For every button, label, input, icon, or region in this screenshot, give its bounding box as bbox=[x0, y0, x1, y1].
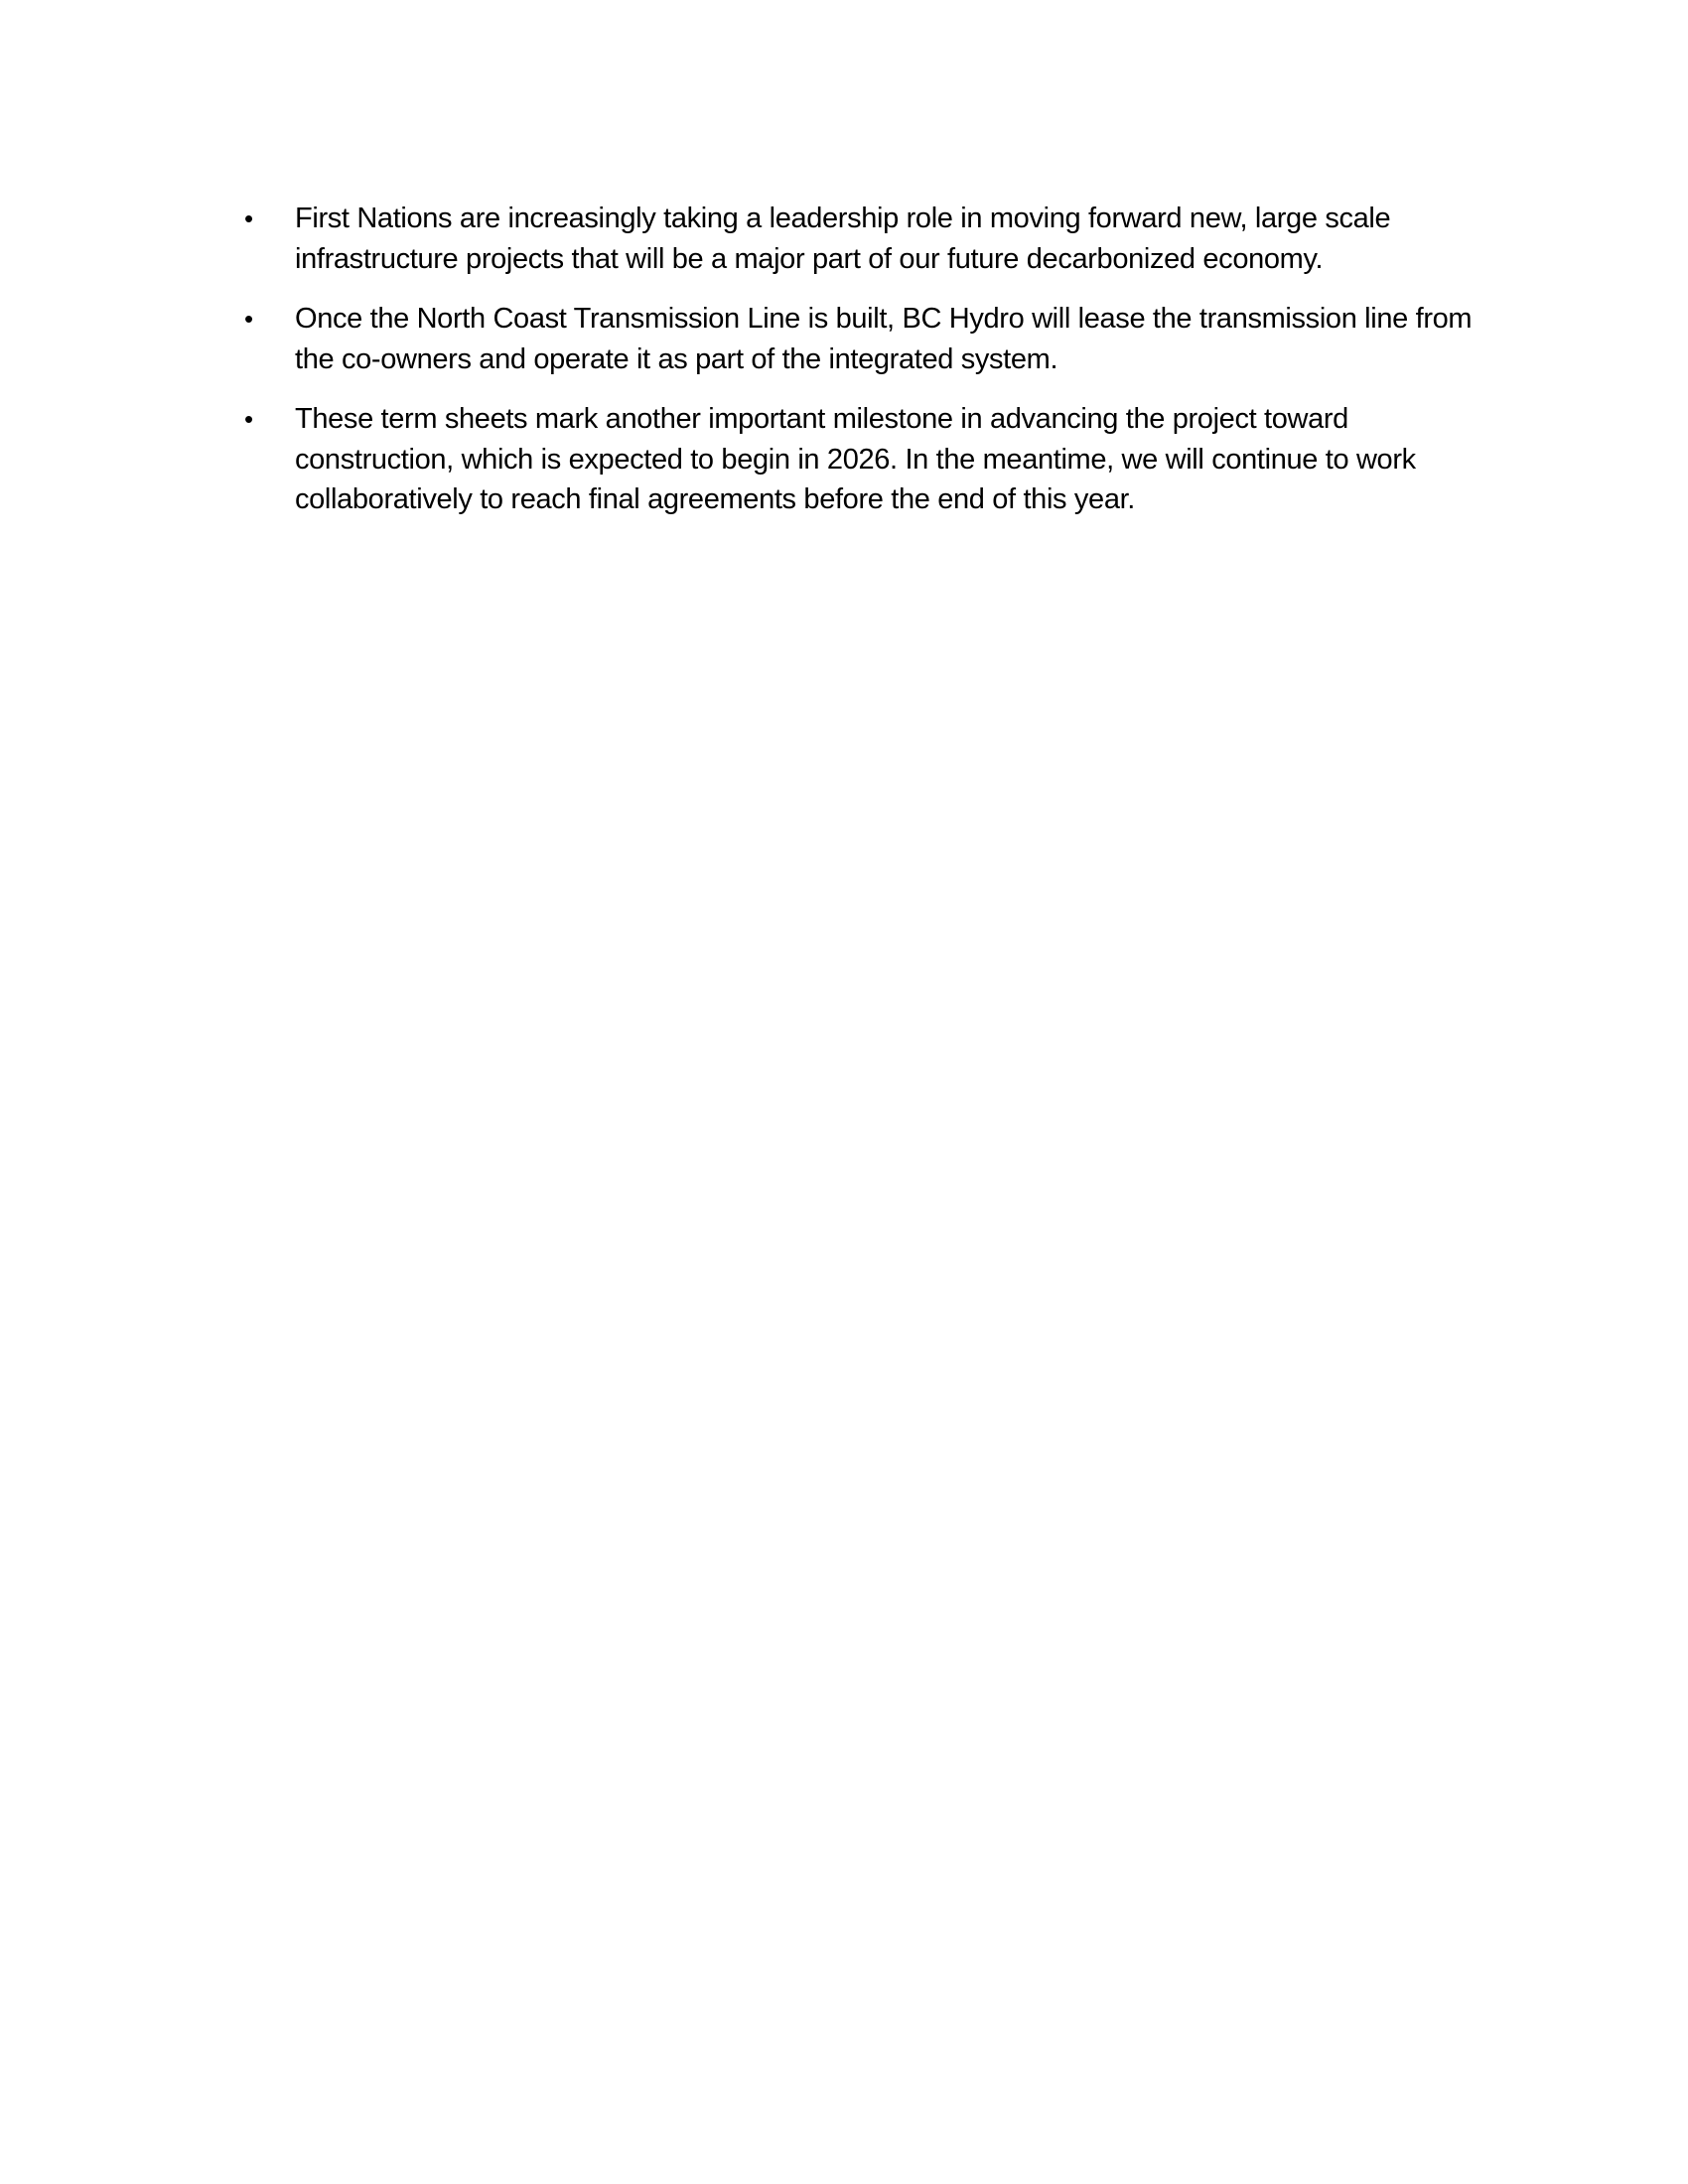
bullet-list bbox=[244, 199, 1500, 540]
bullet-icon: • bbox=[244, 304, 253, 334]
bullet-text: Once the North Coast Transmission Line is built, BC Hydro will lease the transmission line from the co-owners and operate it as part of the integrated system. bbox=[295, 303, 1473, 375]
bullet-icon: • bbox=[244, 204, 253, 233]
list-item bbox=[244, 199, 1500, 279]
bullet-text: These term sheets mark another important milestone in advancing the project toward construction, which is expected to begin in 2026. In the meantime, we will continue to work collaboratively to reach final agreements before the end of this year. bbox=[295, 403, 1416, 515]
bullet-icon: • bbox=[244, 404, 253, 434]
list-item bbox=[244, 299, 1500, 379]
list-item bbox=[244, 399, 1500, 520]
bullet-text: First Nations are increasingly taking a leadership role in moving forward new, large scale infrastructure projects that will be a major part of our future decarbonized economy. bbox=[295, 203, 1391, 275]
